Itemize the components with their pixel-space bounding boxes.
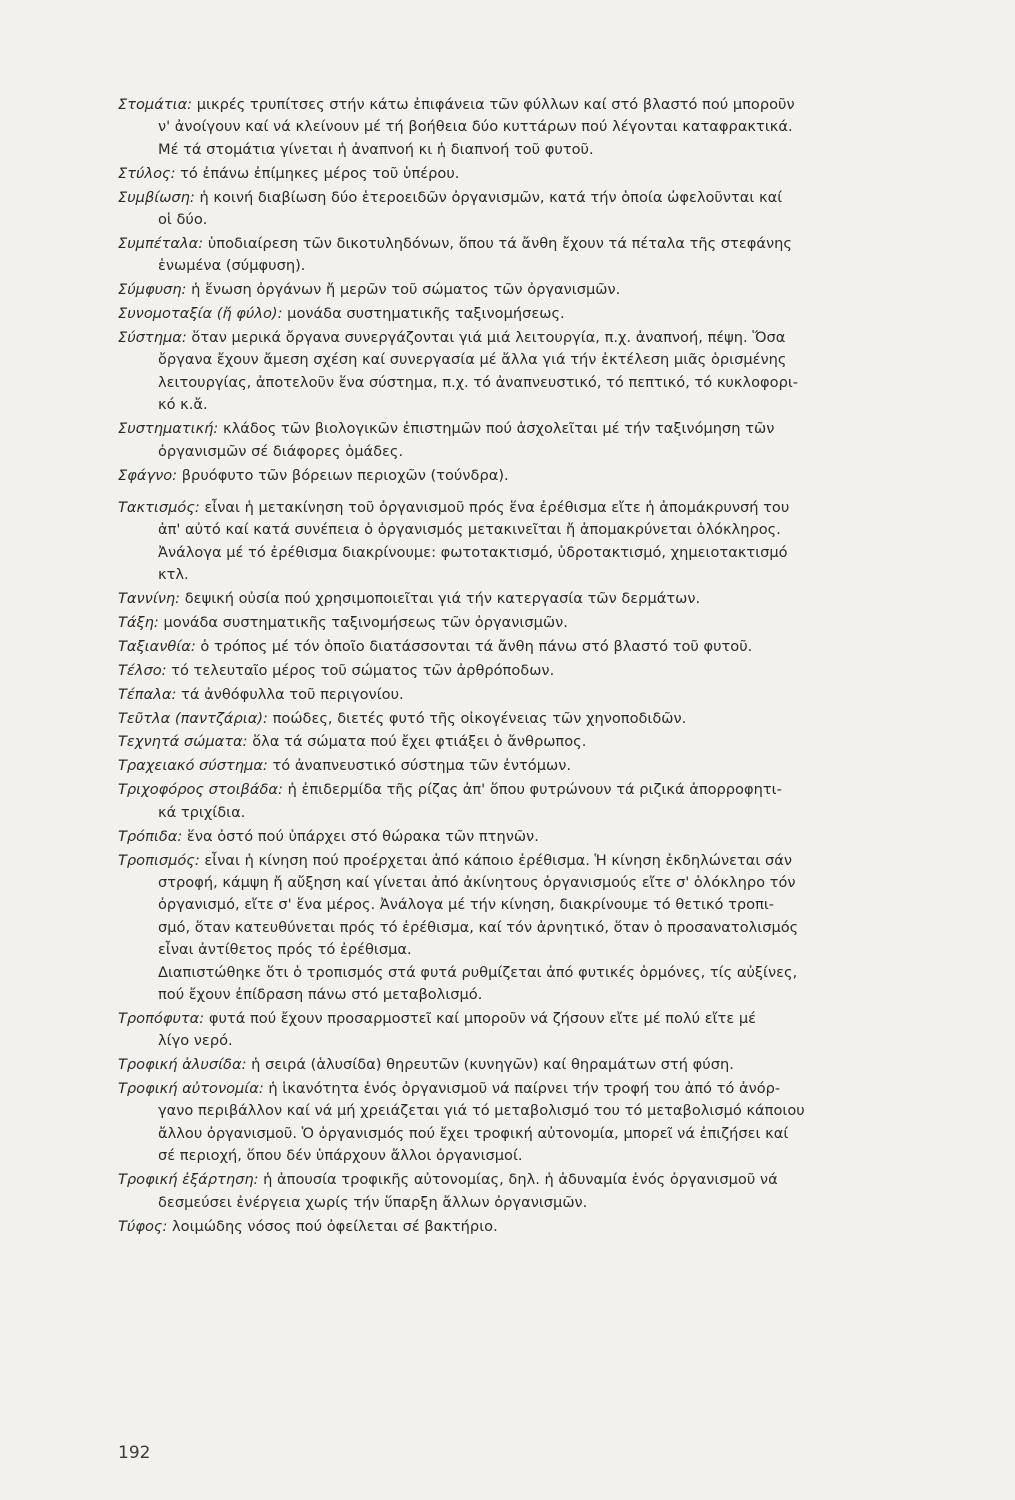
entry-continuation-line — [118, 1030, 980, 1052]
entry-first-line — [118, 684, 980, 706]
page-number: 192 — [118, 1443, 151, 1463]
entry-text: ἡ ἐπιδερμίδα τῆς ρίζας ἀπ' ὅπου φυτρώνουν τά ριζικά ἀπορροφητι- — [282, 781, 782, 799]
entry-first-line — [118, 708, 980, 730]
entry-text: ὀργανισμῶν σέ διάφορες ὁμάδες. — [158, 442, 404, 460]
entry-continuation-line — [118, 255, 980, 277]
entry-text: εἶναι ἀντίθετος πρός τό ἐρέθισμα. — [158, 941, 412, 959]
entry-continuation-line — [118, 1100, 980, 1122]
entry-first-line — [118, 1216, 980, 1238]
glossary-entry — [118, 1169, 980, 1214]
entry-text: κά τριχίδια. — [158, 803, 246, 821]
entry-term: Τεχνητά σώματα: — [118, 733, 248, 751]
glossary-entry — [118, 636, 980, 658]
entry-first-line — [118, 187, 980, 209]
entry-text: ὀργανισμό, εἴτε σ' ἕνα μέρος. Ἀνάλογα μέ τήν κίνηση, διακρίνουμε τό θετικό τροπι- — [158, 896, 775, 914]
entry-term: Συμβίωση: — [118, 188, 195, 206]
entry-term: Σφάγνο: — [118, 466, 178, 484]
entry-term: Τεῦτλα (παντζάρια): — [118, 709, 268, 727]
entry-first-line — [118, 497, 980, 519]
glossary-entry — [118, 303, 980, 325]
entry-text: ἡ κοινή διαβίωση δύο ἑτεροειδῶν ὀργανισμῶν, κατά τήν ὁποία ὠφελοῦνται καί — [194, 188, 783, 206]
entry-text: λειτουργίας, ἀποτελοῦν ἕνα σύστημα, π.χ. τό ἀναπνευστικό, τό πεπτικό, τό κυκλοφορι- — [158, 373, 799, 391]
entry-continuation-line — [118, 802, 980, 824]
glossary-entry — [118, 94, 980, 161]
entry-text: ἕνα ὀστό πού ὑπάρχει στό θώρακα τῶν πτηνῶν. — [182, 827, 539, 845]
entry-text: κτλ. — [158, 566, 189, 584]
glossary-entry — [118, 465, 980, 487]
entry-text: λίγο νερό. — [158, 1032, 233, 1050]
glossary-entry — [118, 1008, 980, 1053]
glossary-entry — [118, 588, 980, 610]
glossary-entry — [118, 1078, 980, 1168]
entry-continuation-line — [118, 984, 980, 1006]
entry-first-line — [118, 826, 980, 848]
entry-text: ὅλα τά σώματα πού ἔχει φτιάξει ὁ ἄνθρωπος. — [247, 733, 587, 751]
entry-continuation-line — [118, 394, 980, 416]
entry-first-line — [118, 1054, 980, 1076]
entry-text: σέ περιοχή, ὅπου δέν ὑπάρχουν ἄλλοι ὀργανισμοί. — [158, 1147, 523, 1165]
entry-text: ὑποδιαίρεση τῶν δικοτυληδόνων, ὅπου τά ἄνθη ἔχουν τά πέταλα τῆς στεφάνης — [203, 234, 792, 252]
entry-text: δεψική οὐσία πού χρησιμοποιεῖται γιά τήν κατεργασία τῶν δερμάτων. — [180, 590, 701, 608]
glossary-entry — [118, 279, 980, 301]
glossary-list — [118, 94, 980, 1239]
entry-text: δεσμεύσει ἐνέργεια χωρίς τήν ὕπαρξη ἄλλων ὀργανισμῶν. — [158, 1193, 588, 1211]
entry-first-line — [118, 588, 980, 610]
entry-text: μικρές τρυπίτσες στήν κάτω ἐπιφάνεια τῶν φύλλων καί στό βλαστό πού μποροῦν — [192, 96, 795, 113]
entry-term: Συνομοταξία (ἤ φύλο): — [118, 305, 283, 323]
entry-text: ποώδες, διετές φυτό τῆς οἰκογένειας τῶν χηνοποδιδῶν. — [267, 709, 687, 727]
entry-term: Τροφική αὐτονομία: — [118, 1080, 264, 1098]
entry-continuation-line — [118, 1145, 980, 1167]
entry-text: εἶναι ἡ κίνηση πού προέρχεται ἀπό κάποιο ἐρέθισμα. Ἡ κίνηση ἐκδηλώνεται σάν — [199, 851, 793, 869]
entry-term: Τροπισμός: — [118, 851, 200, 869]
entry-text: μονάδα συστηματικῆς ταξινομήσεως. — [282, 305, 565, 323]
glossary-entry — [118, 1216, 980, 1238]
entry-term: Στομάτια: — [118, 96, 193, 113]
entry-continuation-line — [118, 962, 980, 984]
entry-continuation-line — [118, 1192, 980, 1214]
entry-first-line — [118, 1169, 980, 1191]
entry-text: κό κ.ἄ. — [158, 396, 208, 414]
entry-first-line — [118, 612, 980, 634]
entry-text: Διαπιστώθηκε ὅτι ὁ τροπισμός στά φυτά ρυθμίζεται ἀπό φυτικές ὁρμόνες, τίς αὐξίνες, — [158, 963, 798, 981]
entry-continuation-line — [118, 939, 980, 961]
glossary-entry — [118, 497, 980, 587]
glossary-entry — [118, 660, 980, 682]
glossary-entry — [118, 1054, 980, 1076]
entry-first-line — [118, 850, 980, 872]
entry-term: Ταξιανθία: — [118, 637, 196, 655]
entry-text: ἑνωμένα (σύμφυση). — [158, 257, 306, 275]
entry-term: Στύλος: — [118, 164, 176, 182]
entry-text: ὄργανα ἔχουν ἄμεση σχέση καί συνεργασία μέ ἄλλα γιά τήν ἐκτέλεση μιᾶς ὁρισμένης — [158, 351, 787, 369]
glossary-entry — [118, 779, 980, 824]
entry-continuation-line — [118, 519, 980, 541]
entry-term: Τύφος: — [118, 1217, 168, 1235]
entry-continuation-line — [118, 441, 980, 463]
entry-first-line — [118, 418, 980, 440]
entry-first-line — [118, 279, 980, 301]
entry-continuation-line — [118, 209, 980, 231]
glossary-entry — [118, 233, 980, 278]
entry-text: τό ἀναπνευστικό σύστημα τῶν ἐντόμων. — [267, 757, 572, 775]
entry-text: τό ἐπάνω ἐπίμηκες μέρος τοῦ ὑπέρου. — [175, 164, 460, 182]
entry-term: Σύστημα: — [118, 329, 187, 347]
entry-text: τά ἀνθόφυλλα τοῦ περιγονίου. — [176, 685, 404, 703]
entry-term: Τροφική ἐξάρτηση: — [118, 1171, 259, 1189]
glossary-entry — [118, 163, 980, 185]
glossary-entry — [118, 327, 980, 417]
entry-text: ἡ ἱκανότητα ἑνός ὀργανισμοῦ νά παίρνει τήν τροφή του ἀπό τό ἀνόρ- — [263, 1080, 781, 1098]
entry-first-line — [118, 303, 980, 325]
entry-continuation-line — [118, 349, 980, 371]
entry-text: ἡ σειρά (ἁλυσίδα) θηρευτῶν (κυνηγῶν) καί θηραμάτων στή φύση. — [246, 1056, 734, 1074]
entry-text: κλάδος τῶν βιολογικῶν ἐπιστημῶν πού ἀσχολεῖται μέ τήν ταξινόμηση τῶν — [218, 420, 775, 438]
entry-text: σμό, ὅταν κατευθύνεται πρός τό ἐρέθισμα, καί τόν ἀρνητικό, ὅταν ὁ προσανατολισμός — [158, 918, 799, 936]
entry-continuation-line — [118, 542, 980, 564]
entry-first-line — [118, 731, 980, 753]
entry-first-line — [118, 465, 980, 487]
entry-term: Τέπαλα: — [118, 685, 177, 703]
entry-text: ὅταν μερικά ὄργανα συνεργάζονται γιά μιά λειτουργία, π.χ. ἀναπνοή, πέψη. Ὅσα — [186, 329, 786, 347]
entry-text: Μέ τά στομάτια γίνεται ἡ ἀναπνοή κι ἡ διαπνοή τοῦ φυτοῦ. — [158, 140, 594, 158]
entry-first-line — [118, 327, 980, 349]
entry-text: ἡ ἀπουσία τροφικῆς αὐτονομίας, δηλ. ἡ ἀδυναμία ἑνός ὀργανισμοῦ νά — [258, 1171, 778, 1189]
entry-continuation-line — [118, 139, 980, 161]
entry-text: τό τελευταῖο μέρος τοῦ σώματος τῶν ἀρθρόποδων. — [166, 661, 555, 679]
entry-continuation-line — [118, 116, 980, 138]
entry-term: Τάξη: — [118, 613, 159, 631]
glossary-entry — [118, 684, 980, 706]
entry-text: μονάδα συστηματικῆς ταξινομήσεως τῶν ὀργανισμῶν. — [158, 613, 568, 631]
entry-text: ἄλλου ὀργανισμοῦ. Ὁ ὀργανισμός πού ἔχει τροφική αὐτονομία, μπορεῖ νά ἐπιζήσει καί — [158, 1124, 789, 1142]
entry-text: φυτά πού ἔχουν προσαρμοστεῖ καί μποροῦν νά ζήσουν εἴτε μέ πολύ εἴτε μέ — [204, 1009, 757, 1027]
entry-first-line — [118, 779, 980, 801]
entry-first-line — [118, 163, 980, 185]
entry-text: εἶναι ἡ μετακίνηση τοῦ ὀργανισμοῦ πρός ἕνα ἐρέθισμα εἴτε ἡ ἀπομάκρυνσή του — [199, 498, 790, 516]
entry-continuation-line — [118, 872, 980, 894]
entry-first-line — [118, 755, 980, 777]
entry-term: Τροπόφυτα: — [118, 1009, 205, 1027]
entry-continuation-line — [118, 894, 980, 916]
entry-continuation-line — [118, 372, 980, 394]
entry-term: Τροφική ἁλυσίδα: — [118, 1056, 247, 1074]
entry-term: Τραχειακό σύστημα: — [118, 757, 268, 775]
entry-term: Τακτισμός: — [118, 498, 200, 516]
entry-continuation-line — [118, 1123, 980, 1145]
entry-continuation-line — [118, 564, 980, 586]
entry-text: ὁ τρόπος μέ τόν ὁποῖο διατάσσονται τά ἄνθη πάνω στό βλαστό τοῦ φυτοῦ. — [195, 637, 753, 655]
glossary-entry — [118, 731, 980, 753]
entry-term: Σύμφυση: — [118, 281, 187, 299]
entry-first-line — [118, 660, 980, 682]
entry-term: Ταννίνη: — [118, 590, 181, 608]
entry-text: πού ἔχουν ἐπίδραση πάνω στό μεταβολισμό. — [158, 985, 483, 1003]
entry-text: στροφή, κάμψη ἤ αὔξηση καί γίνεται ἀπό ἀκίνητους ὀργανισμούς εἴτε σ' ὁλόκληρο τόν — [158, 873, 796, 891]
entry-text: οἱ δύο. — [158, 211, 208, 229]
entry-term: Συμπέταλα: — [118, 234, 204, 252]
glossary-entry — [118, 187, 980, 232]
entry-text: βρυόφυτο τῶν βόρειων περιοχῶν (τούνδρα). — [177, 466, 509, 484]
entry-text: Ἀνάλογα μέ τό ἐρέθισμα διακρίνουμε: φωτοτακτισμό, ὑδροτακτισμό, χημειοτακτισμό — [158, 543, 788, 561]
entry-text: λοιμώδης νόσος πού ὀφείλεται σέ βακτήριο. — [167, 1217, 498, 1235]
entry-text: ν' ἀνοίγουν καί νά κλείνουν μέ τή βοήθεια δύο κυττάρων πού λέγονται καταφρακτικά. — [158, 118, 793, 136]
entry-continuation-line — [118, 917, 980, 939]
entry-term: Συστηματική: — [118, 420, 219, 438]
glossary-entry — [118, 708, 980, 730]
entry-term: Τέλσο: — [118, 661, 167, 679]
entry-text: ἡ ἕνωση ὀργάνων ἤ μερῶν τοῦ σώματος τῶν ὀργανισμῶν. — [186, 281, 621, 299]
entry-first-line — [118, 233, 980, 255]
glossary-entry — [118, 755, 980, 777]
entry-first-line — [118, 94, 980, 116]
glossary-entry — [118, 418, 980, 463]
entry-first-line — [118, 1078, 980, 1100]
glossary-entry — [118, 826, 980, 848]
entry-first-line — [118, 636, 980, 658]
glossary-entry — [118, 850, 980, 1007]
glossary-entry — [118, 612, 980, 634]
entry-term: Τρόπιδα: — [118, 827, 183, 845]
entry-text: ἀπ' αὐτό καί κατά συνέπεια ὁ ὀργανισμός μετακινεῖται ἤ ἀπομακρύνεται ὁλόκληρος. — [158, 521, 781, 539]
entry-term: Τριχοφόρος στοιβάδα: — [118, 781, 283, 799]
entry-text: γανο περιβάλλον καί νά μή χρειάζεται γιά τό μεταβολισμό του τό μεταβολισμό κάποιου — [158, 1102, 805, 1120]
entry-first-line — [118, 1008, 980, 1030]
